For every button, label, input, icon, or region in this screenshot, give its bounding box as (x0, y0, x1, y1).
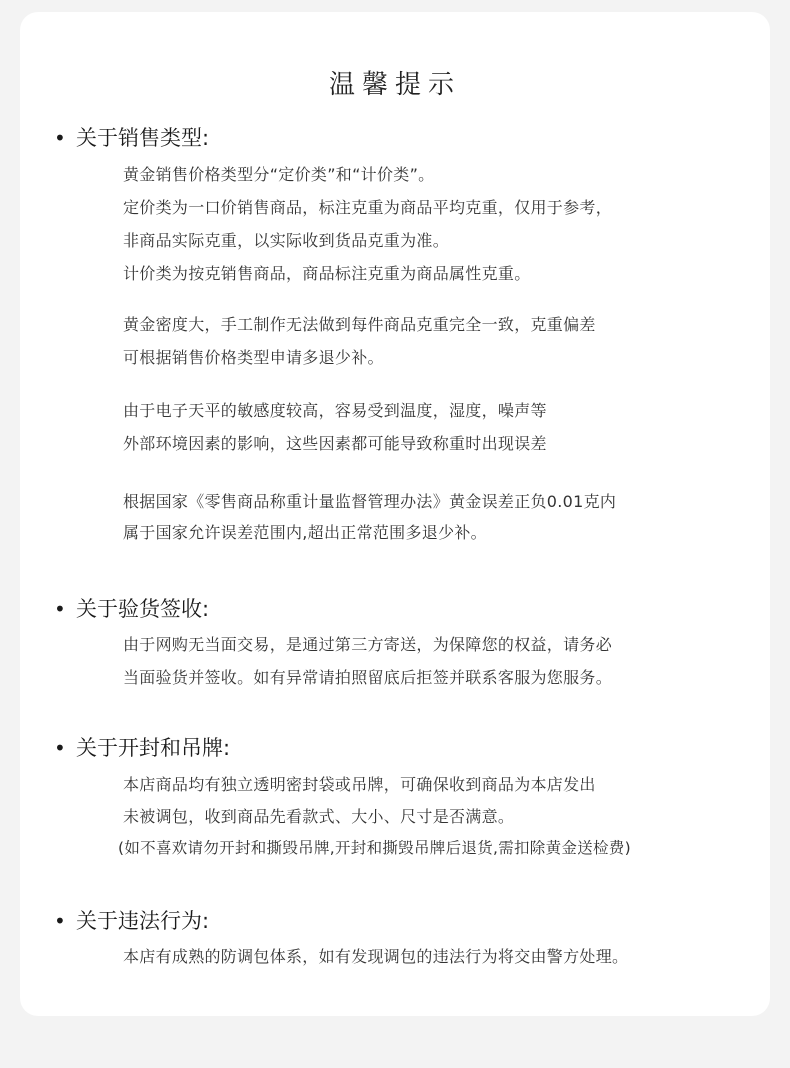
section-heading-sales-type (54, 122, 209, 152)
section-heading-illegal (54, 905, 209, 935)
inspection-line: 由于网购无当面交易，是通过第三方寄送，为保障您的权益，请务必 (123, 635, 613, 654)
section-heading-seal-tag (54, 732, 230, 762)
section-heading-label: 关于违法行为: (76, 909, 210, 933)
sales-type-line: 由于电子天平的敏感度较高，容易受到温度，湿度，噪声等 (123, 401, 547, 420)
notice-card (20, 12, 770, 1016)
sales-type-line: 定价类为一口价销售商品，标注克重为商品平均克重，仅用于参考， (123, 198, 613, 217)
inspection-line: 当面验货并签收。如有异常请拍照留底后拒签并联系客服为您服务。 (123, 668, 613, 687)
sales-type-line: 外部环境因素的影响，这些因素都可能导致称重时出现误差 (123, 434, 547, 453)
bullet-icon: • (54, 126, 66, 150)
section-heading-inspection (54, 593, 209, 623)
section-heading-label: 关于销售类型: (76, 126, 210, 150)
seal-tag-line: 未被调包，收到商品先看款式、大小、尺寸是否满意。 (123, 807, 515, 826)
page-title: 温馨提示 (328, 70, 461, 100)
seal-tag-note: (如不喜欢请勿开封和撕毁吊牌,开封和撕毁吊牌后退货,需扣除黄金送检费) (118, 839, 631, 857)
section-heading-label: 关于验货签收: (76, 597, 210, 621)
illegal-line: 本店有成熟的防调包体系，如有发现调包的违法行为将交由警方处理。 (123, 947, 629, 966)
sales-type-line: 黄金密度大，手工制作无法做到每件商品克重完全一致，克重偏差 (123, 315, 596, 334)
bullet-icon: • (54, 909, 66, 933)
bullet-icon: • (54, 736, 66, 760)
section-heading-label: 关于开封和吊牌: (76, 736, 231, 760)
sales-type-line: 可根据销售价格类型申请多退少补。 (123, 348, 384, 367)
sales-type-line: 计价类为按克销售商品，商品标注克重为商品属性克重。 (123, 264, 531, 283)
sales-type-line: 根据国家《零售商品称重计量监督管理办法》黄金误差正负0.01克内 (123, 492, 617, 511)
bullet-icon: • (54, 597, 66, 621)
sales-type-line: 黄金销售价格类型分“定价类”和“计价类”。 (123, 165, 435, 184)
sales-type-line: 非商品实际克重，以实际收到货品克重为准。 (123, 231, 450, 250)
sales-type-line: 属于国家允许误差范围内,超出正常范围多退少补。 (123, 523, 487, 542)
seal-tag-line: 本店商品均有独立透明密封袋或吊牌，可确保收到商品为本店发出 (123, 775, 596, 794)
